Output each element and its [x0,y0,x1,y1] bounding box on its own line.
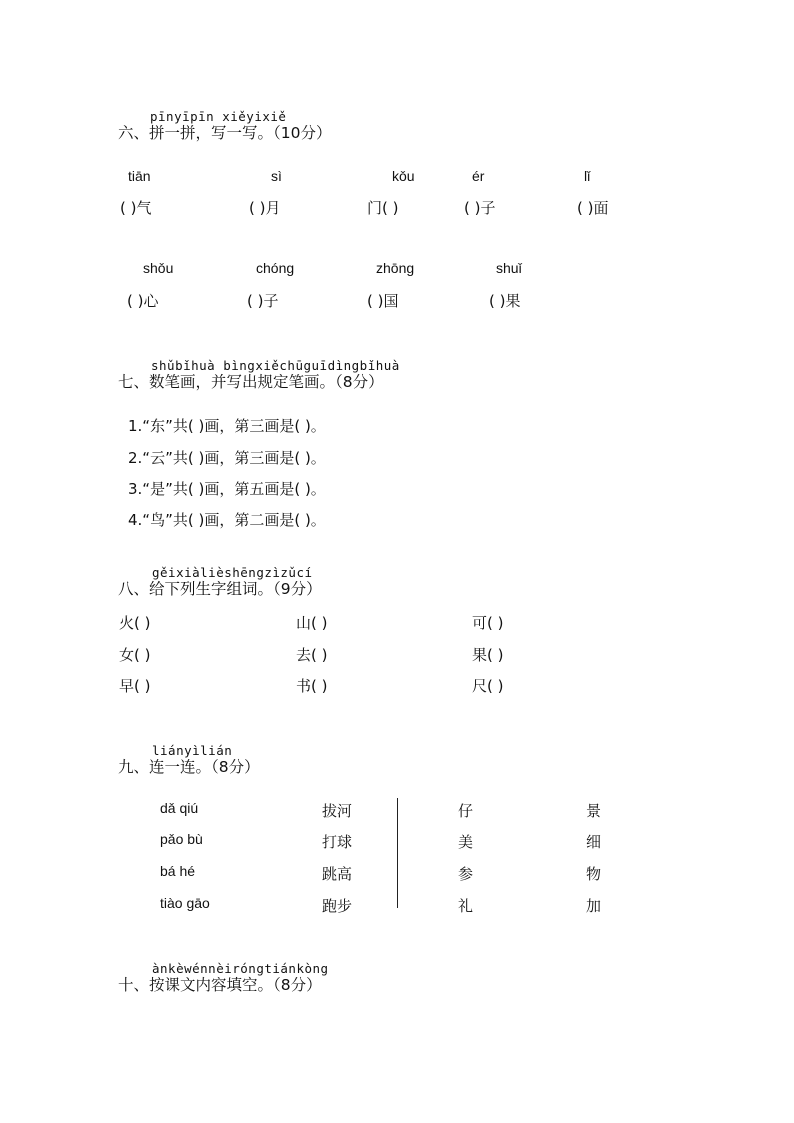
match-left-char-3[interactable]: 参 [458,865,474,883]
match-left-char-1[interactable]: 仔 [458,802,474,820]
match-right-char-3[interactable]: 物 [586,865,602,883]
pinyin-tian: tiān [128,168,151,184]
section-7-title: 七、数笔画，并写出规定笔画。（8分） [118,373,384,391]
pinyin-kou: kǒu [392,168,415,184]
match-pinyin-3[interactable]: bá hé [160,863,196,879]
match-left-char-4[interactable]: 礼 [458,897,474,915]
word-blank-ke[interactable]: 可( ) [472,614,504,632]
stroke-item-4[interactable]: 4.“鸟”共( )画，第二画是( )。 [128,511,326,529]
pinyin-shou: shǒu [143,260,174,276]
match-word-1[interactable]: 拔河 [322,802,353,820]
blank-chong[interactable]: ( )子 [247,292,279,310]
match-right-char-2[interactable]: 细 [586,833,602,851]
match-pinyin-1[interactable]: dǎ qiú [160,800,199,816]
section-8-pinyin: gěixiàlièshēngzìzǔcí [152,565,313,580]
word-blank-qu[interactable]: 去( ) [296,646,328,664]
pinyin-er: ér [472,168,485,184]
blank-shui[interactable]: ( )果 [489,292,521,310]
blank-tian[interactable]: ( )气 [120,199,152,217]
pinyin-li: lǐ [584,168,591,184]
pinyin-si: sì [271,168,282,184]
section-6-pinyin: pīnyīpīn xiěyixiě [150,109,287,124]
pinyin-zhong: zhōng [376,260,415,276]
match-left-char-2[interactable]: 美 [458,833,474,851]
section-9-title: 九、连一连。（8分） [118,758,260,776]
word-blank-shan[interactable]: 山( ) [296,614,328,632]
word-blank-huo[interactable]: 火( ) [119,614,151,632]
section-6-title: 六、拼一拼，写一写。（10分） [118,124,332,142]
stroke-item-1[interactable]: 1.“东”共( )画，第三画是( )。 [128,417,326,435]
blank-zhong[interactable]: ( )国 [367,292,399,310]
match-right-char-4[interactable]: 加 [586,897,602,915]
match-word-4[interactable]: 跑步 [322,897,353,915]
section-8-title: 八、给下列生字组词。（9分） [118,580,322,598]
section-10-title: 十、按课文内容填空。（8分） [118,976,322,994]
blank-kou[interactable]: 门( ) [367,199,399,217]
section-9-pinyin: liányìlián [152,743,233,758]
blank-shou[interactable]: ( )心 [127,292,159,310]
pinyin-chong: chóng [256,260,295,276]
match-pinyin-2[interactable]: pǎo bù [160,831,203,847]
stroke-item-2[interactable]: 2.“云”共( )画，第三画是( )。 [128,449,326,467]
blank-si[interactable]: ( )月 [249,199,281,217]
word-blank-zao[interactable]: 早( ) [119,677,151,695]
section-10-pinyin: ànkèwénnèiróngtiánkòng [152,961,329,976]
match-word-2[interactable]: 打球 [322,833,353,851]
word-blank-chi[interactable]: 尺( ) [472,677,504,695]
section-7-pinyin: shǔbǐhuà bìngxiěchūguīdìngbǐhuà [151,358,400,373]
match-right-char-1[interactable]: 景 [586,802,602,820]
stroke-item-3[interactable]: 3.“是”共( )画，第五画是( )。 [128,480,326,498]
word-blank-guo[interactable]: 果( ) [472,646,504,664]
blank-er[interactable]: ( )子 [464,199,496,217]
match-word-3[interactable]: 跳高 [322,865,353,883]
divider-line [397,798,398,908]
match-pinyin-4[interactable]: tiào gāo [160,895,210,911]
blank-li[interactable]: ( )面 [577,199,609,217]
pinyin-shui: shuǐ [496,260,522,276]
word-blank-shu[interactable]: 书( ) [296,677,328,695]
word-blank-nv[interactable]: 女( ) [119,646,151,664]
